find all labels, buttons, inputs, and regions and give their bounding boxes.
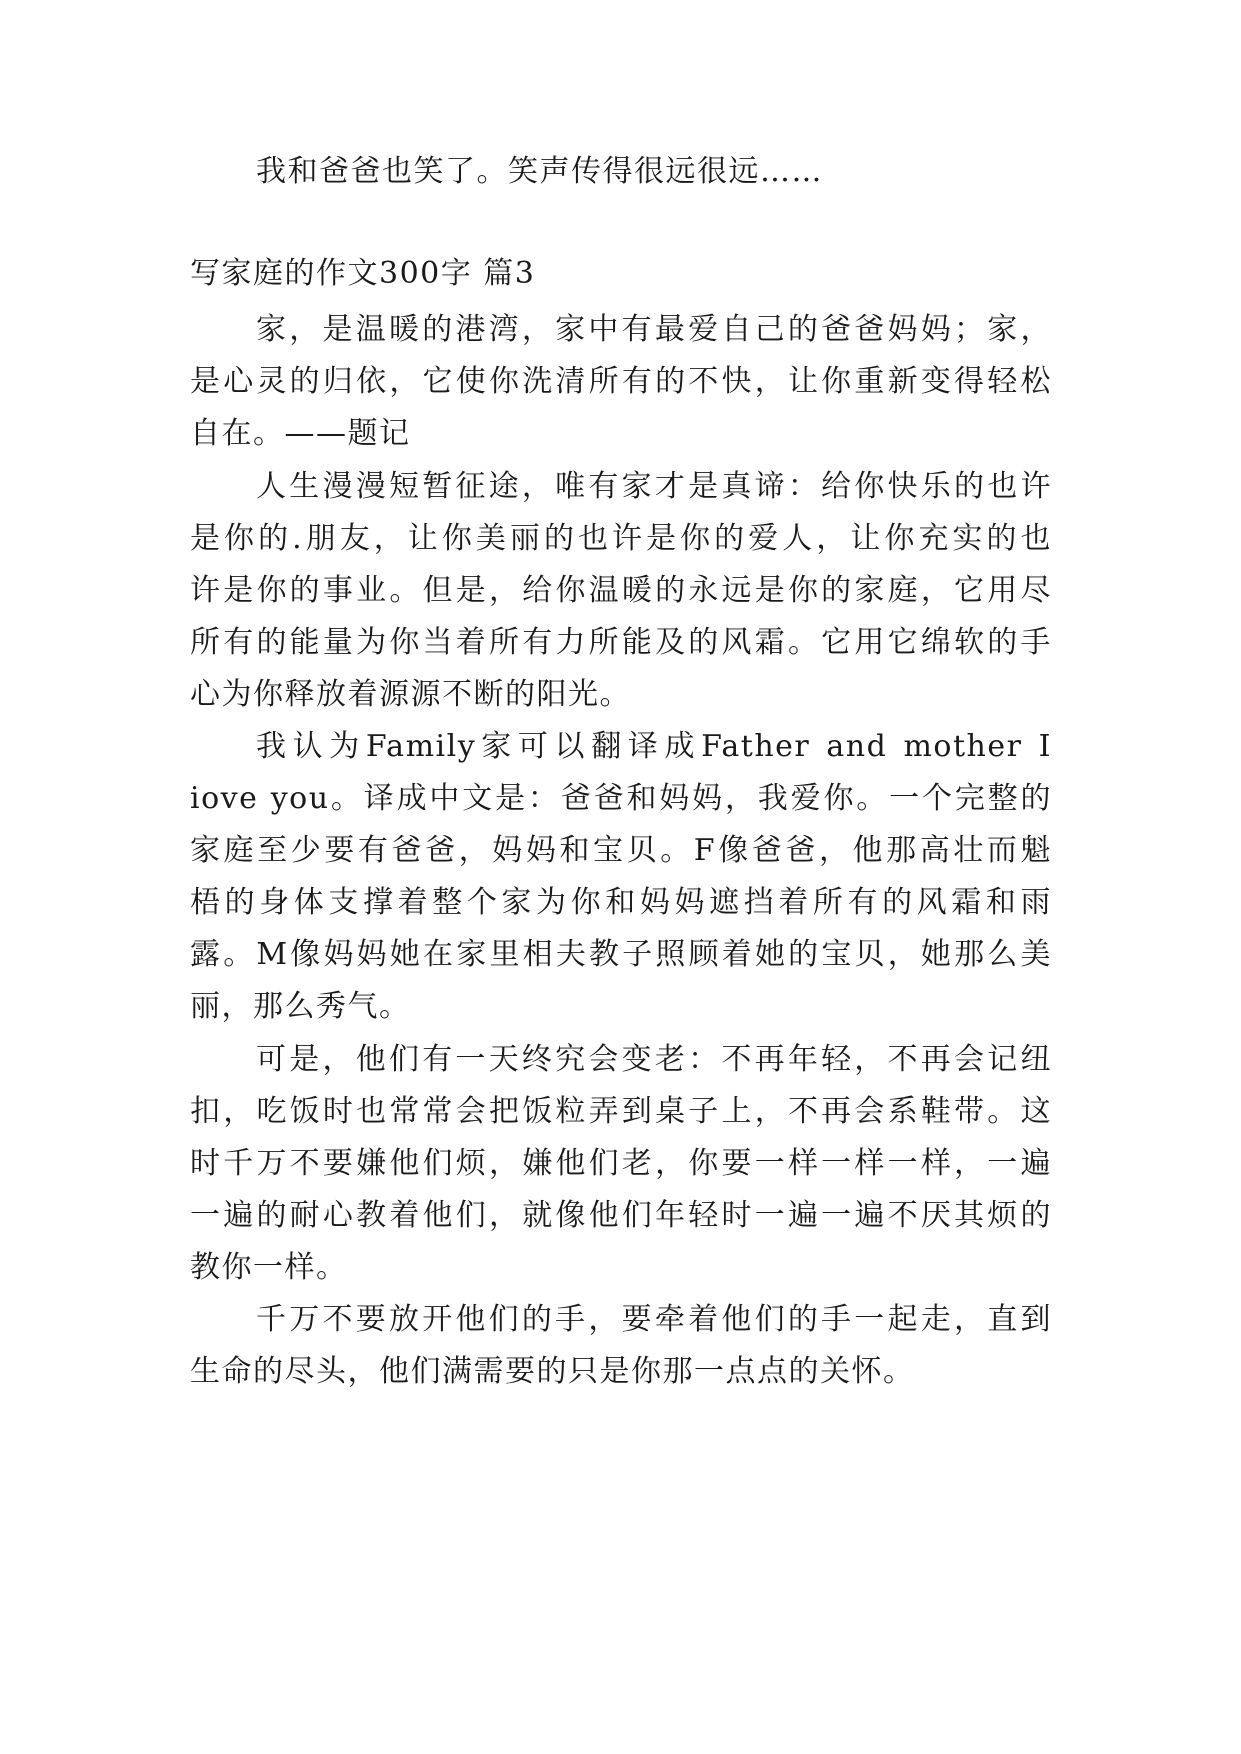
paragraph-line: 所有的能量为你当着所有力所能及的风霜。它用它绵软的手 xyxy=(190,625,1052,660)
paragraph-line: 人生漫漫短暂征途，唯有家才是真谛：给你快乐的也许 xyxy=(256,469,1052,504)
paragraph-line: 是心灵的归依，它使你洗清所有的不快，让你重新变得轻松 xyxy=(190,364,1052,399)
paragraph-line: 自在。——题记 xyxy=(190,416,411,451)
paragraph-line: 丽，那么秀气。 xyxy=(190,989,411,1024)
paragraph-line: 生命的尽头，他们满需要的只是你那一点点的关怀。 xyxy=(190,1354,915,1389)
paragraph-line: 一遍的耐心教着他们，就像他们年轻时一遍一遍不厌其烦的 xyxy=(190,1198,1052,1233)
paragraph-line: 家庭至少要有爸爸，妈妈和宝贝。F像爸爸，他那高壮而魁 xyxy=(190,833,1052,868)
paragraph-line: 许是你的事业。但是，给你温暖的永远是你的家庭，它用尽 xyxy=(190,573,1052,608)
paragraph-line: 千万不要放开他们的手，要牵着他们的手一起走，直到 xyxy=(256,1302,1052,1337)
paragraph-line: 可是，他们有一天终究会变老：不再年轻，不再会记纽 xyxy=(256,1042,1052,1077)
section-heading: 写家庭的作文300字 篇3 xyxy=(190,256,536,291)
continuation-line: 我和爸爸也笑了。笑声传得很远很远…… xyxy=(256,154,823,189)
paragraph-line: 是你的.朋友，让你美丽的也许是你的爱人，让你充实的也 xyxy=(190,521,1052,556)
paragraph-line: 露。M像妈妈她在家里相夫教子照顾着她的宝贝，她那么美 xyxy=(190,937,1052,972)
document-page xyxy=(190,0,1060,1754)
paragraph-line: 扣，吃饭时也常常会把饭粒弄到桌子上，不再会系鞋带。这 xyxy=(190,1094,1052,1129)
paragraph-line: 我认为Family家可以翻译成Father and mother I xyxy=(256,729,1052,764)
paragraph-line: iove you。译成中文是：爸爸和妈妈，我爱你。一个完整的 xyxy=(190,781,1052,816)
paragraph-line: 时千万不要嫌他们烦，嫌他们老，你要一样一样一样，一遍 xyxy=(190,1146,1052,1181)
paragraph-line: 心为你释放着源源不断的阳光。 xyxy=(190,677,631,712)
paragraph-line: 教你一样。 xyxy=(190,1250,348,1285)
paragraph-line: 梧的身体支撑着整个家为你和妈妈遮挡着所有的风霜和雨 xyxy=(190,885,1052,920)
paragraph-line: 家，是温暖的港湾，家中有最爱自己的爸爸妈妈；家， xyxy=(256,312,1052,347)
